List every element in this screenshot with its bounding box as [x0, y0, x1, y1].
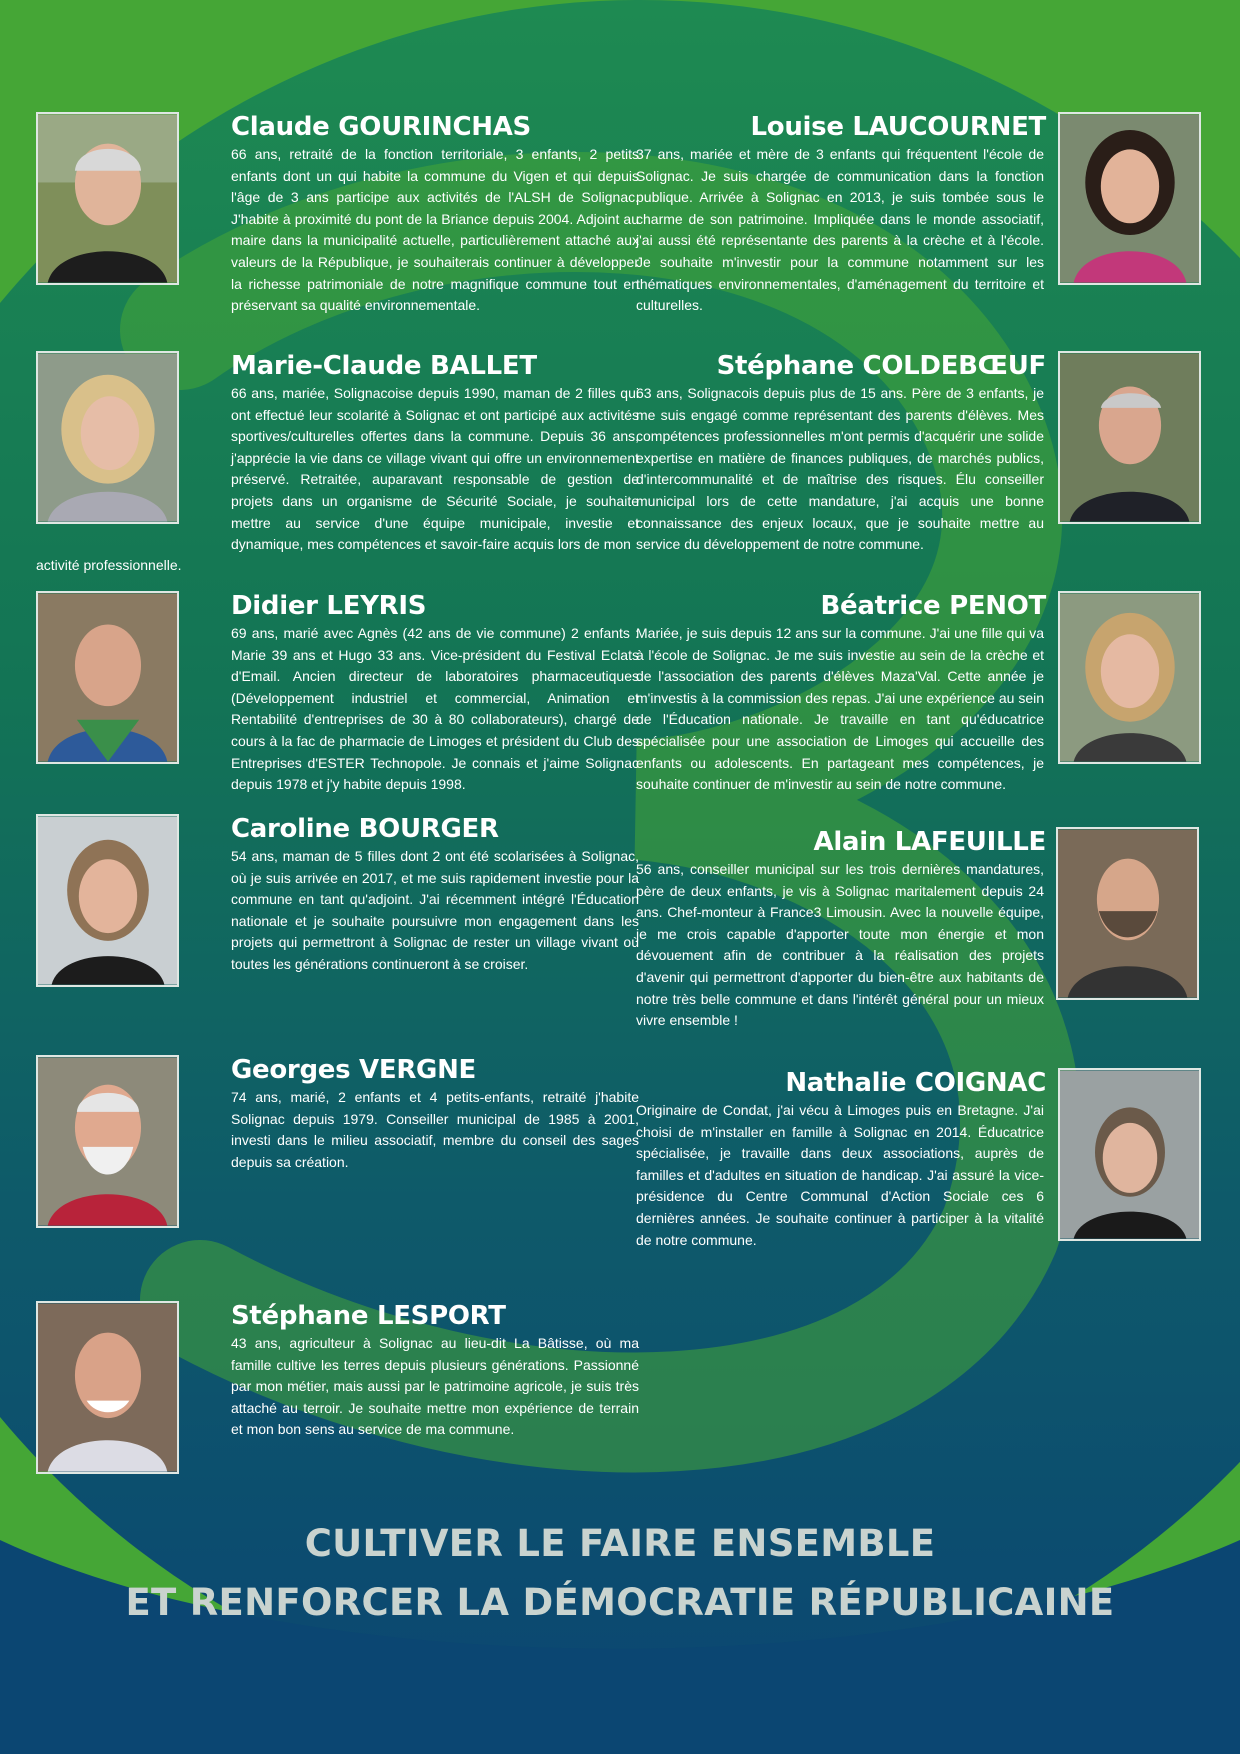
candidate-name: Stéphane LESPORT: [231, 1301, 506, 1331]
candidate-bio: 37 ans, mariée et mère de 3 enfants qui fréquentent l'école de Solignac. Je suis chargée de communication dans la fonction publique. Arrivée à Solignac en 2013, je suis tombée sous le charme de son patrimoine. Impliquée dans le monde associatif, j'ai aussi été représentante des parents à la crèche et à l'école. Je souhaite m'investir pour la commune notamment sur les thématiques environnementales, d'aménagement du territoire et culturelles.: [636, 146, 1044, 314]
slogan-line-1: CULTIVER LE FAIRE ENSEMBLE: [304, 1522, 936, 1565]
candidate-name: Caroline BOURGER: [231, 814, 499, 844]
candidate-card: [636, 591, 1206, 791]
candidate-bio: Mariée, je suis depuis 12 ans sur la commune. J'ai une fille qui va à l'école de Solignac. Je me suis investie au sein de la crèche et de l'association des parents d'élèves Maza'Val. Cette année je m'investis à la commission des repas. J'ai une expérience au sein de l'Éducation nationale. Je travaille en tant qu'éducatrice spécialisée pour une association de Limoges qui accueille des enfants ou adolescents. En partageant mes compétences, je souhaite continuer de m'investir au sein de notre commune.: [636, 625, 1044, 793]
candidate-name: Claude GOURINCHAS: [231, 112, 531, 142]
slogan-line-2: ET RENFORCER LA DÉMOCRATIE RÉPUBLICAINE: [125, 1581, 1115, 1624]
candidate-bio-continuation: activité professionnelle.: [36, 557, 182, 573]
candidate-bio: Originaire de Condat, j'ai vécu à Limoges puis en Bretagne. J'ai choisi de m'installer en famille à Solignac en 2014. Éducatrice spécialisée, je travaille dans deux associations, auprès de familles et d'adultes en situation de handicap. J'ai assuré la vice-présidence du Centre Communal d'Action Sociale ces 6 dernières années. Je souhaite continuer à participer à la vitalité de notre commune.: [636, 1102, 1044, 1248]
candidate-name: Marie-Claude BALLET: [231, 351, 537, 381]
candidate-card: [636, 351, 1206, 551]
candidate-bio: 66 ans, mariée, Solignacoise depuis 1990, maman de 2 filles qui ont effectué leur scolarité à Solignac et ont participé aux activités sportives/culturelles offertes dans la commune. Depuis 36 ans, j'apprécie la vie dans ce village vivant qui offre un environnement préservé. Retraitée, auparavant responsable de gestion de projets dans un organisme de Sécurité Sociale, je souhaite mettre au service d'une équipe municipale, investie et dynamique, mes compétences et savoir-faire acquis lors de mon: [231, 385, 639, 553]
candidate-bio: 43 ans, agriculteur à Solignac au lieu-dit La Bâtisse, où ma famille cultive les terres depuis plusieurs générations. Passionné par mon métier, mais aussi par le patrimoine agricole, je suis très attaché au terroir. Je souhaite mettre mon expérience de terrain et mon bon sens au service de ma commune.: [231, 1335, 639, 1438]
portrait-photo: [1058, 112, 1201, 285]
candidate-name: Didier LEYRIS: [231, 591, 427, 621]
candidate-card: [36, 112, 639, 314]
candidate-bio: 63 ans, Solignacois depuis plus de 15 ans. Père de 3 enfants, je me suis engagé comme représentant des parents d'élèves. Mes compétences professionnelles m'ont permis d'acquérir une solide expertise en matière de finances publiques, de marchés publics, d'intercommunalité et de maîtrise des risques. Élu conseiller municipal lors de cette mandature, j'ai acquis une bonne connaissance des enjeux locaux, que je souhaite mettre au service du développement de notre commune.: [636, 385, 1044, 553]
candidate-card: [36, 1301, 639, 1481]
candidate-card: [36, 1055, 639, 1235]
portrait-photo: [1058, 1068, 1201, 1241]
portrait-photo: [36, 351, 179, 524]
candidate-bio: 66 ans, retraité de la fonction territoriale, 3 enfants, 2 petits enfants dont un qui habite la commune du Vigen et qui depuis l'âge de 3 ans participe aux activités de l'ALSH de Solignac. J'habite à proximité du pont de la Briance depuis 2004. Adjoint au maire dans la municipalité actuelle, particulièrement attaché aux valeurs de la République, je souhaiterais continuer à développer la richesse patrimoniale de notre magnifique commune tout en préservant sa qualité environnementale.: [231, 146, 639, 314]
candidate-card: [36, 814, 639, 994]
candidate-name: Béatrice PENOT: [820, 591, 1046, 621]
candidate-name: Stéphane COLDEBŒUF: [716, 351, 1046, 381]
candidate-card: [36, 351, 639, 573]
candidate-name: Georges VERGNE: [231, 1055, 476, 1085]
portrait-photo: [36, 1055, 179, 1228]
portrait-photo: [1056, 827, 1199, 1000]
candidate-name: Alain LAFEUILLE: [813, 827, 1046, 857]
candidate-card: [636, 112, 1206, 322]
candidate-name: Louise LAUCOURNET: [750, 112, 1046, 142]
candidate-name: Nathalie COIGNAC: [785, 1068, 1046, 1098]
portrait-photo: [36, 1301, 179, 1474]
candidate-card: [36, 591, 639, 793]
candidate-bio: 56 ans, conseiller municipal sur les trois dernières mandatures, père de deux enfants, je vis à Solignac maritalement depuis 24 ans. Chef-monteur à France3 Limousin. Avec la nouvelle équipe, je me crois capable d'apporter toute mon énergie et mon dévouement afin de contribuer à la réalisation des projets d'avenir qui permettront d'apporter du bien-être aux habitants de notre très belle commune et dans l'intérêt général pour un mieux vivre ensemble !: [636, 861, 1044, 1029]
portrait-photo: [36, 591, 179, 764]
portrait-photo: [1058, 591, 1201, 764]
candidate-card: [636, 827, 1206, 1037]
candidate-bio: 69 ans, marié avec Agnès (42 ans de vie commune) 2 enfants : Marie 39 ans et Hugo 33 ans. Vice-président du Festival Eclats d'Email. Ancien directeur de laboratoires pharmaceutiques (Développement industriel et commercial, Animation et Rentabilité d'entreprises de 30 à 80 collaborateurs), chargé de cours à la fac de pharmacie de Limoges et président du Club des Entreprises d'ESTER Technopole. Je connais et j'aime Solignac depuis 1978 et j'y habite depuis 1998.: [231, 625, 639, 793]
portrait-photo: [36, 814, 179, 987]
candidate-card: [636, 1068, 1206, 1268]
candidate-bio: 54 ans, maman de 5 filles dont 2 ont été scolarisées à Solignac, où je suis arrivée en 2017, et me suis rapidement investie pour la commune en tant qu'adjoint. J'ai récemment intégré l'Éducation nationale et je souhaite poursuivre mon engagement dans les projets qui permettront à Solignac de rester un village vivant où toutes les générations continueront à se croiser.: [231, 848, 639, 972]
portrait-photo: [1058, 351, 1201, 524]
candidate-bio: 74 ans, marié, 2 enfants et 4 petits-enfants, retraité j'habite Solignac depuis 1979. Conseiller municipal de 1985 à 2001, investi dans le milieu associatif, membre du conseil des sages depuis sa création.: [231, 1089, 639, 1170]
portrait-photo: [36, 112, 179, 285]
